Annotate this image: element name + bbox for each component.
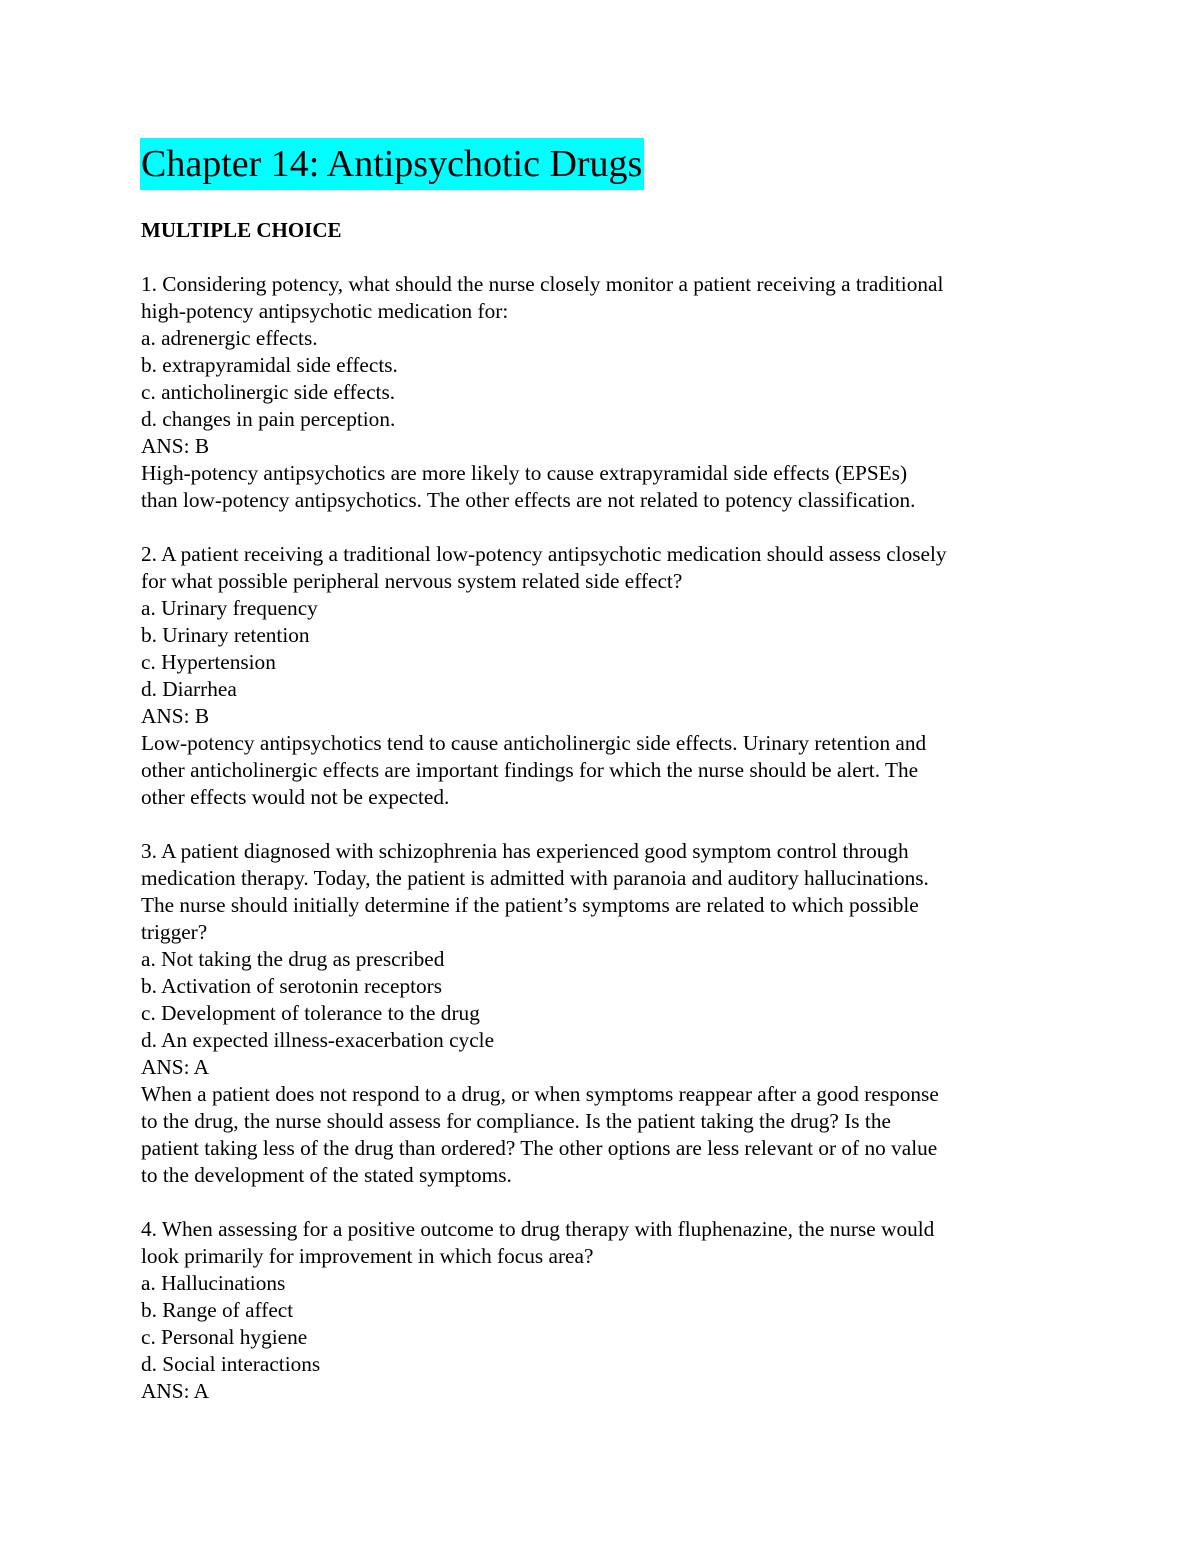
question-block <box>141 541 1061 811</box>
rationale-line: to the drug, the nurse should assess for compliance. Is the patient taking the drug? Is the <box>141 1109 891 1133</box>
answer-option: b. Urinary retention <box>141 623 310 647</box>
question-block <box>141 1216 1061 1405</box>
answer-key: ANS: B <box>141 434 210 458</box>
answer-option: d. Social interactions <box>141 1352 321 1376</box>
answer-option: d. changes in pain perception. <box>141 407 396 431</box>
answer-option: a. Urinary frequency <box>141 596 318 620</box>
rationale-line: other effects would not be expected. <box>141 785 450 809</box>
answer-option: c. Hypertension <box>141 650 276 674</box>
question-stem-line: for what possible peripheral nervous system related side effect? <box>141 569 683 593</box>
question-stem-line: 4. When assessing for a positive outcome to drug therapy with fluphenazine, the nurse would <box>141 1217 935 1241</box>
answer-option: c. Development of tolerance to the drug <box>141 1001 480 1025</box>
answer-option: b. Activation of serotonin receptors <box>141 974 443 998</box>
question-stem-line: high-potency antipsychotic medication for: <box>141 299 509 323</box>
question-stem-line: look primarily for improvement in which focus area? <box>141 1244 594 1268</box>
answer-key: ANS: A <box>141 1055 210 1079</box>
question-block <box>141 838 1061 1189</box>
question-stem-line: 2. A patient receiving a traditional low-potency antipsychotic medication should assess closely <box>141 542 947 566</box>
answer-option: d. Diarrhea <box>141 677 237 701</box>
answer-option: a. Hallucinations <box>141 1271 286 1295</box>
question-stem-line: medication therapy. Today, the patient is admitted with paranoia and auditory hallucinations. <box>141 866 929 890</box>
question-stem-line: 1. Considering potency, what should the nurse closely monitor a patient receiving a traditional <box>141 272 944 296</box>
rationale-line: Low-potency antipsychotics tend to cause anticholinergic side effects. Urinary retention and <box>141 731 927 755</box>
rationale-line: other anticholinergic effects are important findings for which the nurse should be alert. The <box>141 758 919 782</box>
rationale-line: than low-potency antipsychotics. The other effects are not related to potency classification. <box>141 488 916 512</box>
answer-option: a. adrenergic effects. <box>141 326 318 350</box>
answer-option: d. An expected illness-exacerbation cycle <box>141 1028 495 1052</box>
question-stem-line: The nurse should initially determine if the patient’s symptoms are related to which possible <box>141 893 919 917</box>
question-block <box>141 271 1061 514</box>
answer-option: c. Personal hygiene <box>141 1325 308 1349</box>
section-heading: MULTIPLE CHOICE <box>141 218 342 242</box>
chapter-title: Chapter 14: Antipsychotic Drugs <box>140 138 644 190</box>
rationale-line: to the development of the stated symptoms. <box>141 1163 512 1187</box>
question-stem-line: trigger? <box>141 920 208 944</box>
answer-option: c. anticholinergic side effects. <box>141 380 396 404</box>
document-page <box>141 138 1061 1405</box>
rationale-line: When a patient does not respond to a drug, or when symptoms reappear after a good response <box>141 1082 939 1106</box>
answer-option: a. Not taking the drug as prescribed <box>141 947 445 971</box>
question-stem-line: 3. A patient diagnosed with schizophrenia has experienced good symptom control through <box>141 839 909 863</box>
rationale-line: High-potency antipsychotics are more likely to cause extrapyramidal side effects (EPSEs) <box>141 461 908 485</box>
answer-option: b. Range of affect <box>141 1298 294 1322</box>
rationale-line: patient taking less of the drug than ordered? The other options are less relevant or of no value <box>141 1136 938 1160</box>
answer-option: b. extrapyramidal side effects. <box>141 353 398 377</box>
question-list <box>141 271 1061 1405</box>
answer-key: ANS: B <box>141 704 210 728</box>
answer-key: ANS: A <box>141 1379 210 1403</box>
